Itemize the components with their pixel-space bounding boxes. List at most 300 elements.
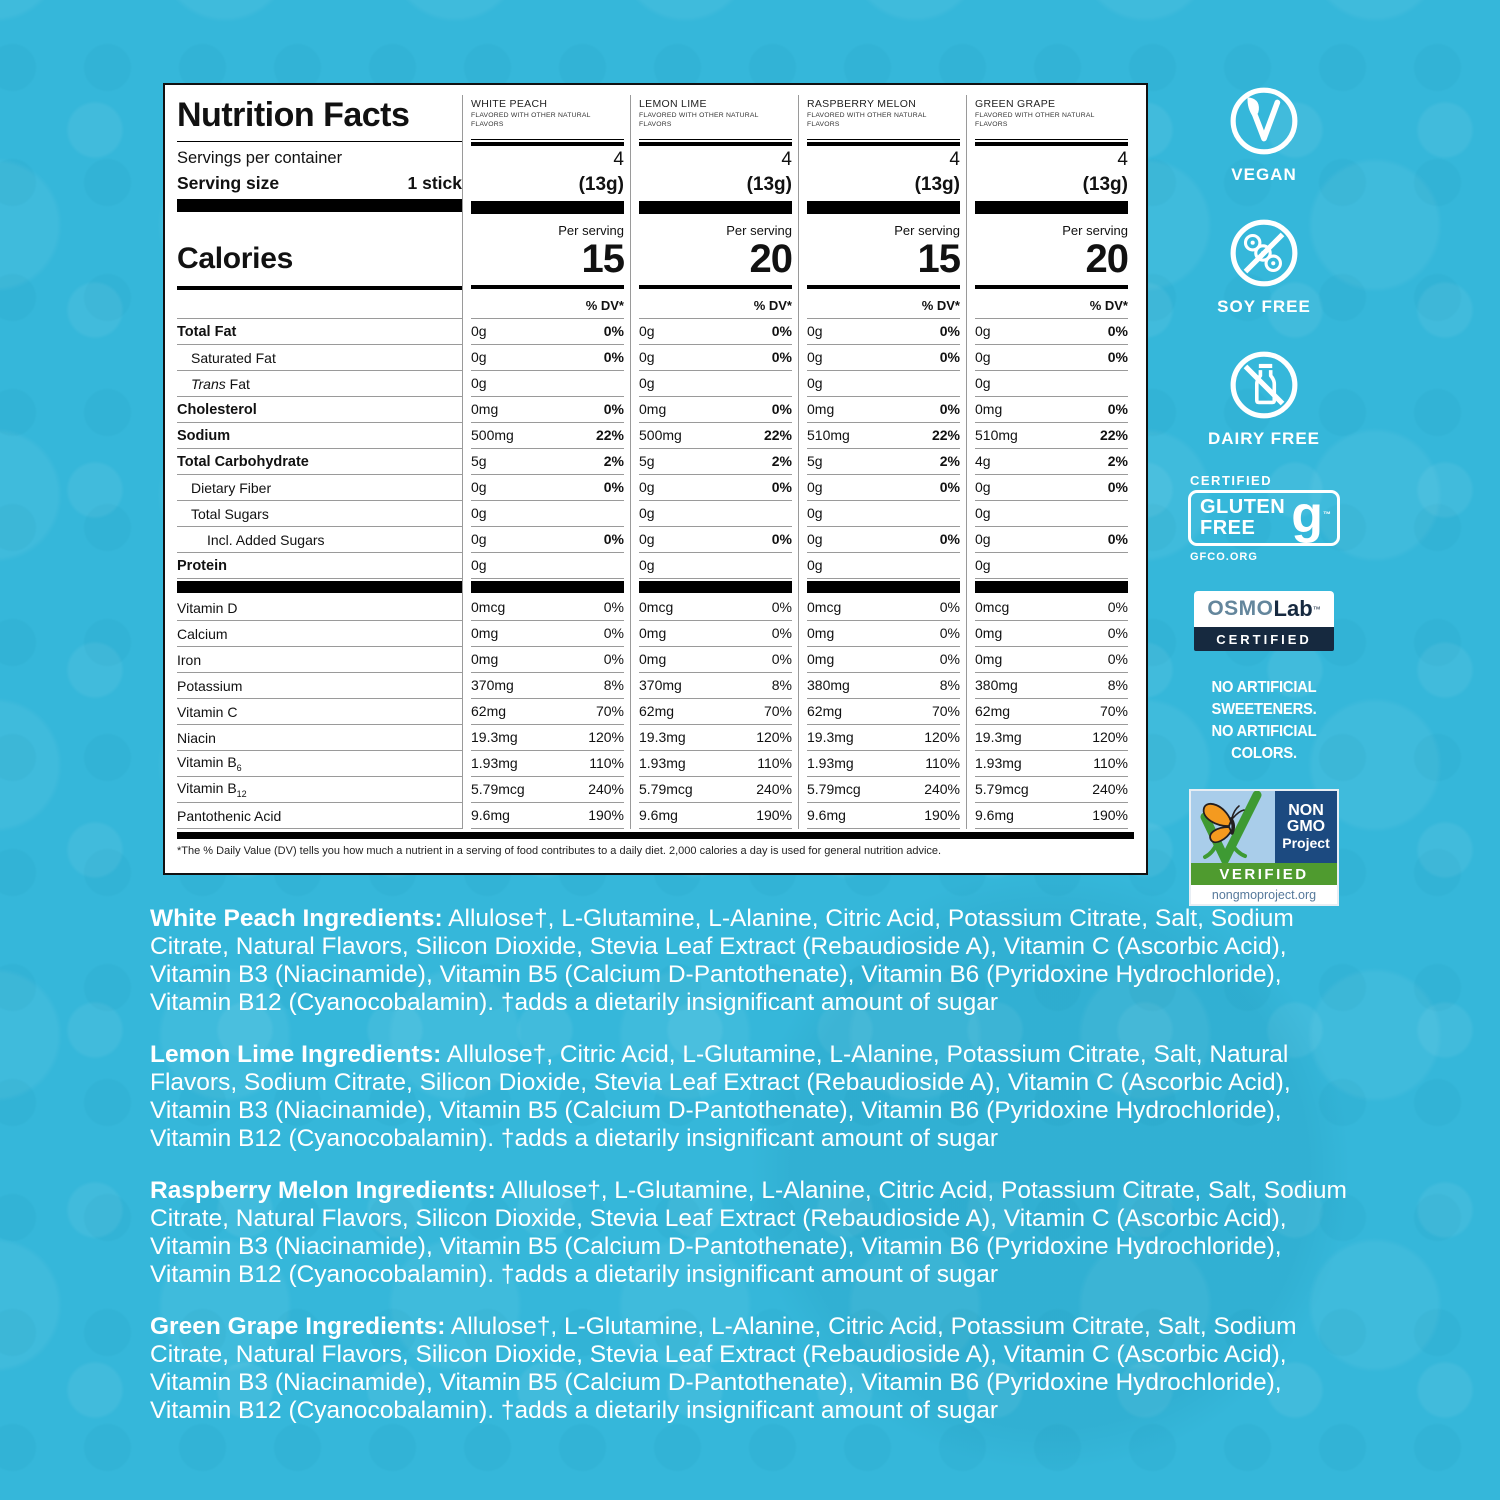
nutrient-value-cell [471, 501, 624, 527]
nutrient-value-cell [471, 803, 624, 829]
nutrient-daily-value: 0% [771, 349, 792, 366]
nutrient-amount: 0g [639, 349, 655, 366]
nutrient-daily-value: 0% [603, 531, 624, 548]
nutrient-daily-value: 190% [924, 807, 960, 824]
non-gmo-line1: NON [1288, 802, 1324, 819]
serving-size-value: 1 stick [407, 172, 462, 193]
thick-bar [177, 196, 462, 215]
ingredients-paragraph [150, 1313, 1362, 1425]
dv-header-block [807, 289, 960, 319]
nutrient-value-rows [975, 319, 1128, 829]
nutrient-daily-value: 0% [603, 323, 624, 340]
nutrient-value-cell [639, 475, 792, 501]
servings-count: 4 [1117, 148, 1128, 170]
nutrient-daily-value: 0% [939, 625, 960, 642]
nutrient-amount: 0g [471, 375, 487, 392]
nutrient-value-cell [975, 725, 1128, 751]
ingredients-section [150, 905, 1362, 1449]
nutrient-daily-value: 120% [588, 729, 624, 746]
nutrient-amount: 0g [807, 557, 823, 574]
nutrient-daily-value: 0% [771, 625, 792, 642]
calories-rule [807, 281, 960, 289]
flavor-calories-block [639, 218, 792, 281]
nutrient-value-cell [471, 673, 624, 699]
nutrient-daily-value: 0% [771, 479, 792, 496]
serving-weight: (13g) [1082, 173, 1128, 195]
nutrient-amount: 0g [975, 557, 991, 574]
nutrient-amount: 19.3mg [975, 729, 1022, 746]
nutrient-amount: 510mg [807, 427, 850, 444]
nutrient-value-cell [639, 371, 792, 397]
flavor-calories-block [975, 218, 1128, 281]
nutrient-daily-value: 2% [939, 453, 960, 470]
dairy-free-badge [1208, 349, 1320, 449]
osmolab-tm: ™ [1312, 604, 1321, 614]
nutrient-daily-value: 240% [1092, 781, 1128, 798]
nutrient-amount: 0g [639, 531, 655, 548]
thick-bar [639, 198, 792, 218]
nutrient-daily-value: 240% [756, 781, 792, 798]
flavor-name: WHITE PEACH [471, 98, 548, 110]
section-bar [807, 579, 960, 595]
nutrient-amount: 62mg [639, 703, 675, 720]
ingredients-paragraph [150, 1177, 1362, 1289]
nutrient-name: Total Carbohydrate [177, 453, 309, 470]
nutrient-amount: 0g [975, 349, 991, 366]
nutrient-daily-value: 190% [1092, 807, 1128, 824]
nutrition-facts-panel [163, 83, 1148, 875]
nutrient-value-cell [639, 449, 792, 475]
nutrient-row-label [177, 699, 462, 725]
nutrient-daily-value: 190% [756, 807, 792, 824]
nutrient-daily-value: 22% [931, 427, 960, 444]
calories-label: Calories [177, 241, 293, 275]
ingredients-text: Allulose†, L-Glutamine, L-Alanine, Citric Acid, Potassium Citrate, Salt, Sodium Citrate, Natural Flavors, Silicon Dioxide, Stevia Leaf Extract (Rebaudioside A), Vitamin C (Ascorbic Acid), Vitamin B3 (Niacinamide), Vitamin B5 (Calcium D-Pantothenate), Vitamin B6 (Pyridoxine Hydrochloride), Vitamin B12 (Cyanocobalamin). †adds a dietarily insignificant amount of sugar [150, 1177, 1347, 1288]
nutrient-name: Dietary Fiber [191, 479, 272, 496]
nutrient-value-cell [471, 595, 624, 621]
flavor-calories-block [807, 218, 960, 281]
flavor-header [471, 95, 624, 139]
vegan-badge [1228, 85, 1300, 185]
nutrient-name: Incl. Added Sugars [207, 531, 325, 548]
nutrient-amount: 0g [975, 479, 991, 496]
nutrient-value-cell [975, 777, 1128, 803]
flavor-subtitle: FLAVORED WITH OTHER NATURAL FLAVORS [639, 112, 759, 128]
non-gmo-line2: GMO [1286, 818, 1326, 835]
nutrient-name: Pantothenic Acid [177, 807, 282, 824]
nutrient-daily-value: 0% [1107, 401, 1128, 418]
nutrient-daily-value: 70% [1099, 703, 1128, 720]
flavor-column [966, 95, 1134, 829]
nutrient-daily-value: 0% [771, 599, 792, 616]
nutrient-row-label [177, 803, 462, 829]
nutrient-value-cell [807, 527, 960, 553]
nutrient-name: Calcium [177, 625, 228, 642]
dairy-free-label: DAIRY FREE [1207, 429, 1321, 448]
nutrient-value-cell [975, 371, 1128, 397]
nutrient-amount: 0g [807, 531, 823, 548]
nutrient-row-label [177, 673, 462, 699]
non-gmo-wordmark [1275, 791, 1337, 863]
nutrient-amount: 0mcg [975, 599, 1010, 616]
nutrient-value-cell [807, 725, 960, 751]
nutrient-value-cell [975, 673, 1128, 699]
nutrient-amount: 0mcg [471, 599, 506, 616]
serving-info-block [177, 146, 462, 197]
nutrient-daily-value: 0% [1107, 531, 1128, 548]
nutrient-value-rows [807, 319, 960, 829]
nutrient-daily-value: 8% [771, 677, 792, 694]
nutrient-value-cell [807, 397, 960, 423]
dv-header-spacer [177, 290, 462, 319]
nutrient-amount: 0mcg [639, 599, 674, 616]
nutrient-name: Protein [177, 557, 227, 574]
soy-free-badge [1217, 217, 1311, 317]
nutrient-amount: 0g [807, 375, 823, 392]
nutrition-label-column [177, 95, 462, 829]
non-gmo-verified-text: VERIFIED [1191, 863, 1337, 885]
nutrient-value-cell [975, 423, 1128, 449]
nutrient-amount: 0g [639, 479, 655, 496]
ingredients-paragraph [150, 1041, 1362, 1153]
dv-header-block [975, 289, 1128, 319]
nutrient-value-cell [639, 527, 792, 553]
nutrient-value-cell [807, 673, 960, 699]
nutrient-daily-value: 0% [603, 479, 624, 496]
dv-header: % DV* [585, 297, 624, 313]
nutrient-amount: 5g [639, 453, 655, 470]
osmolab-brand-lab: Lab [1273, 596, 1313, 621]
nutrient-amount: 1.93mg [807, 755, 854, 772]
per-serving-label: Per serving [726, 223, 792, 239]
nutrient-value-cell [639, 673, 792, 699]
nutrient-name: Vitamin D [177, 599, 238, 616]
serving-size-line [177, 170, 462, 196]
calories-rule [639, 281, 792, 289]
nutrient-daily-value: 0% [939, 531, 960, 548]
panel-title: Nutrition Facts [177, 96, 410, 134]
nutrient-amount: 5.79mcg [807, 781, 861, 798]
no-artificial-claims [1179, 677, 1350, 765]
calories-value: 15 [581, 237, 624, 282]
nutrient-row-label [177, 751, 462, 777]
nutrient-daily-value: 0% [603, 349, 624, 366]
nutrient-amount: 0mg [471, 651, 499, 668]
nutrient-value-cell [807, 371, 960, 397]
nutrient-daily-value: 0% [1107, 349, 1128, 366]
title-rule [177, 138, 462, 146]
nutrient-name: Vitamin $B_{12}$ [177, 780, 247, 799]
nutrient-value-cell [975, 449, 1128, 475]
nutrient-daily-value: 0% [603, 651, 624, 668]
nutrient-daily-value: 0% [603, 625, 624, 642]
nutrient-amount: 0g [807, 323, 823, 340]
gfco-g-icon: g™ [1291, 486, 1331, 544]
nutrient-daily-value: 8% [603, 677, 624, 694]
nutrient-amount: 62mg [807, 703, 843, 720]
nutrient-name: Cholesterol [177, 401, 257, 418]
nutrient-value-cell [471, 751, 624, 777]
nutrient-amount: 19.3mg [471, 729, 518, 746]
serving-weight: (13g) [746, 173, 792, 195]
nutrient-value-cell [471, 449, 624, 475]
thick-bar [471, 198, 624, 218]
nutrient-value-cell [975, 345, 1128, 371]
nutrient-value-cell [975, 803, 1128, 829]
calories-value: 20 [749, 237, 792, 282]
nutrient-daily-value: 0% [1107, 651, 1128, 668]
nutrient-daily-value: 0% [1107, 625, 1128, 642]
nutrient-amount: 0g [471, 531, 487, 548]
gluten-free-badge [1188, 473, 1340, 563]
serving-size-label: Serving size [177, 172, 280, 193]
nutrient-value-cell [975, 751, 1128, 777]
nutrient-value-cell [639, 751, 792, 777]
flavor-serving-block [807, 147, 960, 199]
calories-rule [177, 282, 462, 290]
nutrient-amount: 510mg [975, 427, 1018, 444]
gluten-certified-text: CERTIFIED [1190, 473, 1273, 488]
nutrient-value-cell [807, 777, 960, 803]
nutrient-value-cell [975, 595, 1128, 621]
nutrient-value-cell [975, 621, 1128, 647]
nutrient-amount: 9.6mg [975, 807, 1014, 824]
dv-header-block [471, 289, 624, 319]
nutrient-amount: 62mg [471, 703, 507, 720]
nutrient-amount: 0g [807, 349, 823, 366]
ingredients-heading: Green Grape Ingredients: [150, 1313, 446, 1340]
nutrient-amount: 380mg [975, 677, 1018, 694]
vegan-label: VEGAN [1231, 165, 1297, 184]
nutrient-daily-value: 0% [1107, 479, 1128, 496]
nutrient-value-cell [807, 423, 960, 449]
nutrient-amount: 19.3mg [639, 729, 686, 746]
nutrient-amount: 62mg [975, 703, 1011, 720]
nutrient-daily-value: 190% [588, 807, 624, 824]
flavor-serving-block [975, 147, 1128, 199]
flavor-column [462, 95, 630, 829]
flavor-column [798, 95, 966, 829]
nutrient-amount: 0mg [975, 651, 1003, 668]
footnote-bar [177, 832, 1134, 839]
vegan-icon [1228, 85, 1300, 157]
nutrient-value-cell [639, 345, 792, 371]
nutrient-amount: 4g [975, 453, 991, 470]
flavor-subtitle: FLAVORED WITH OTHER NATURAL FLAVORS [807, 112, 927, 128]
flavor-subtitle: FLAVORED WITH OTHER NATURAL FLAVORS [471, 112, 591, 128]
nutrient-amount: 370mg [639, 677, 682, 694]
flavor-header [807, 95, 960, 139]
nutrient-row-label [177, 595, 462, 621]
nutrient-daily-value: 22% [763, 427, 792, 444]
serving-weight: (13g) [914, 173, 960, 195]
nutrient-amount: 0mcg [807, 599, 842, 616]
nutrient-row-label [177, 475, 462, 501]
flavor-serving-block [471, 147, 624, 199]
nutrient-value-cell [639, 699, 792, 725]
servings-count: 4 [949, 148, 960, 170]
nutrient-value-rows [639, 319, 792, 829]
nutrient-daily-value: 110% [589, 755, 624, 772]
nutrient-value-cell [639, 777, 792, 803]
certification-badges [1183, 85, 1345, 906]
section-bar [639, 579, 792, 595]
nutrient-row-label [177, 449, 462, 475]
gluten-line2: FREE [1200, 517, 1256, 539]
nutrient-daily-value: 240% [924, 781, 960, 798]
calories-value: 20 [1085, 237, 1128, 282]
nutrient-amount: 5g [471, 453, 487, 470]
nutrient-daily-value: 0% [939, 651, 960, 668]
nutrient-amount: 0mg [471, 625, 499, 642]
flavor-subtitle: FLAVORED WITH OTHER NATURAL FLAVORS [975, 112, 1095, 128]
nutrient-amount: 5.79mcg [975, 781, 1029, 798]
panel-title-block [177, 95, 462, 138]
nutrient-value-cell [975, 553, 1128, 579]
nutrient-value-cell [471, 553, 624, 579]
flavor-header-bar [975, 139, 1128, 147]
nutrient-amount: 380mg [807, 677, 850, 694]
nutrient-value-cell [975, 475, 1128, 501]
nutrient-amount: 0mg [639, 401, 667, 418]
nutrient-daily-value: 0% [1107, 599, 1128, 616]
nutrient-value-cell [807, 803, 960, 829]
nutrient-name: Iron [177, 651, 202, 668]
nutrient-value-cell [471, 319, 624, 345]
nutrient-daily-value: 2% [771, 453, 792, 470]
nutrient-value-cell [639, 553, 792, 579]
nutrient-amount: 0mg [471, 401, 499, 418]
nutrient-value-cell [471, 777, 624, 803]
nutrient-value-cell [639, 397, 792, 423]
nutrient-amount: 1.93mg [471, 755, 518, 772]
nutrient-daily-value: 0% [771, 323, 792, 340]
nutrient-daily-value: 0% [771, 531, 792, 548]
flavor-header-bar [807, 139, 960, 147]
nutrient-value-cell [639, 803, 792, 829]
flavor-name: RASPBERRY MELON [807, 98, 917, 110]
nutrient-value-cell [639, 423, 792, 449]
nutrient-amount: 0mg [639, 625, 667, 642]
nutrient-value-cell [807, 621, 960, 647]
nutrient-amount: 0g [975, 505, 991, 522]
nutrient-daily-value: 0% [939, 401, 960, 418]
nutrient-amount: 0mg [807, 625, 835, 642]
nutrient-value-cell [975, 647, 1128, 673]
nutrient-row-label [177, 725, 462, 751]
nutrient-amount: 0g [807, 505, 823, 522]
nutrient-amount: 370mg [471, 677, 514, 694]
nutrient-value-cell [975, 527, 1128, 553]
nutrient-daily-value: 0% [939, 323, 960, 340]
nutrition-columns [177, 95, 1134, 829]
nutrient-name: Total Fat [177, 323, 237, 340]
nutrient-name: Niacin [177, 729, 216, 746]
nutrient-value-cell [807, 345, 960, 371]
claim-no-artificial-sweeteners: NO ARTIFICIAL SWEETENERS. [1211, 679, 1317, 718]
nutrient-daily-value: 0% [603, 599, 624, 616]
nutrient-name: Sodium [177, 427, 231, 444]
servings-per-container-label: Servings per container [177, 148, 343, 167]
osmolab-certified-text: CERTIFIED [1194, 627, 1334, 651]
dv-header: % DV* [921, 297, 960, 313]
flavor-header [975, 95, 1128, 139]
ingredients-heading: White Peach Ingredients: [150, 905, 443, 932]
nutrient-daily-value: 2% [603, 453, 624, 470]
nutrient-amount: 0mg [639, 651, 667, 668]
nutrient-name: Vitamin C [177, 703, 238, 720]
servings-count: 4 [613, 148, 624, 170]
gluten-line1: GLUTEN [1200, 496, 1286, 518]
nutrient-row-label [177, 423, 462, 449]
claim-no-artificial-colors: NO ARTIFICIAL COLORS. [1211, 723, 1317, 762]
nutrient-daily-value: 0% [1107, 323, 1128, 340]
flavor-header-bar [639, 139, 792, 147]
osmolab-logo [1194, 591, 1334, 627]
nutrient-amount: 0g [471, 323, 487, 340]
nutrient-amount: 0g [639, 375, 655, 392]
nutrient-amount: 500mg [471, 427, 514, 444]
nutrient-name: Trans Fat [191, 375, 250, 392]
nutrient-value-cell [639, 501, 792, 527]
nutrient-amount: 0g [975, 323, 991, 340]
ingredients-paragraph [150, 905, 1362, 1017]
nutrient-value-cell [975, 319, 1128, 345]
nutrient-amount: 5g [807, 453, 823, 470]
nutrient-amount: 0g [975, 531, 991, 548]
nutrient-value-cell [807, 501, 960, 527]
nutrient-value-cell [807, 647, 960, 673]
ingredients-text: Allulose†, Citric Acid, L-Glutamine, L-Alanine, Potassium Citrate, Salt, Natural Flavors, Sodium Citrate, Silicon Dioxide, Stevia Leaf Extract (Rebaudioside A), Vitamin C (Ascorbic Acid), Vitamin B3 (Niacinamide), Vitamin B5 (Calcium D-Pantothenate), Vitamin B6 (Pyridoxine Hydrochloride), Vitamin B12 (Cyanocobalamin). †adds a dietarily insignificant amount of sugar [150, 1041, 1291, 1152]
gluten-free-box [1188, 486, 1340, 546]
nutrient-row-label [177, 553, 462, 579]
nutrient-daily-value: 70% [763, 703, 792, 720]
nutrient-value-cell [975, 699, 1128, 725]
nutrient-row-label [177, 397, 462, 423]
calories-rule [471, 281, 624, 289]
nutrient-daily-value: 2% [1107, 453, 1128, 470]
nutrient-amount: 0g [471, 349, 487, 366]
nutrient-label-rows [177, 319, 462, 829]
nutrient-value-cell [471, 699, 624, 725]
nutrient-value-cell [975, 397, 1128, 423]
servings-count: 4 [781, 148, 792, 170]
nutrient-value-cell [471, 527, 624, 553]
nutrient-value-cell [471, 647, 624, 673]
nutrient-amount: 0g [639, 505, 655, 522]
nutrient-amount: 5.79mcg [639, 781, 693, 798]
flavor-header-bar [471, 139, 624, 147]
nutrient-row-label [177, 527, 462, 553]
nutrient-daily-value: 240% [588, 781, 624, 798]
nutrient-amount: 0mg [975, 401, 1003, 418]
nutrient-value-cell [471, 475, 624, 501]
section-bar [975, 579, 1128, 595]
nutrient-amount: 1.93mg [975, 755, 1022, 772]
calories-value: 15 [917, 237, 960, 282]
nutrient-value-cell [975, 501, 1128, 527]
non-gmo-line3: Project [1282, 835, 1330, 851]
section-bar [471, 579, 624, 595]
nutrient-daily-value: 120% [756, 729, 792, 746]
nutrient-name: Total Sugars [191, 505, 269, 522]
nutrient-amount: 1.93mg [639, 755, 686, 772]
gfco-url: GFCO.ORG [1190, 551, 1258, 563]
nutrient-value-cell [807, 319, 960, 345]
nutrient-daily-value: 8% [939, 677, 960, 694]
nutrient-name: Potassium [177, 677, 243, 694]
soy-free-icon [1228, 217, 1300, 289]
